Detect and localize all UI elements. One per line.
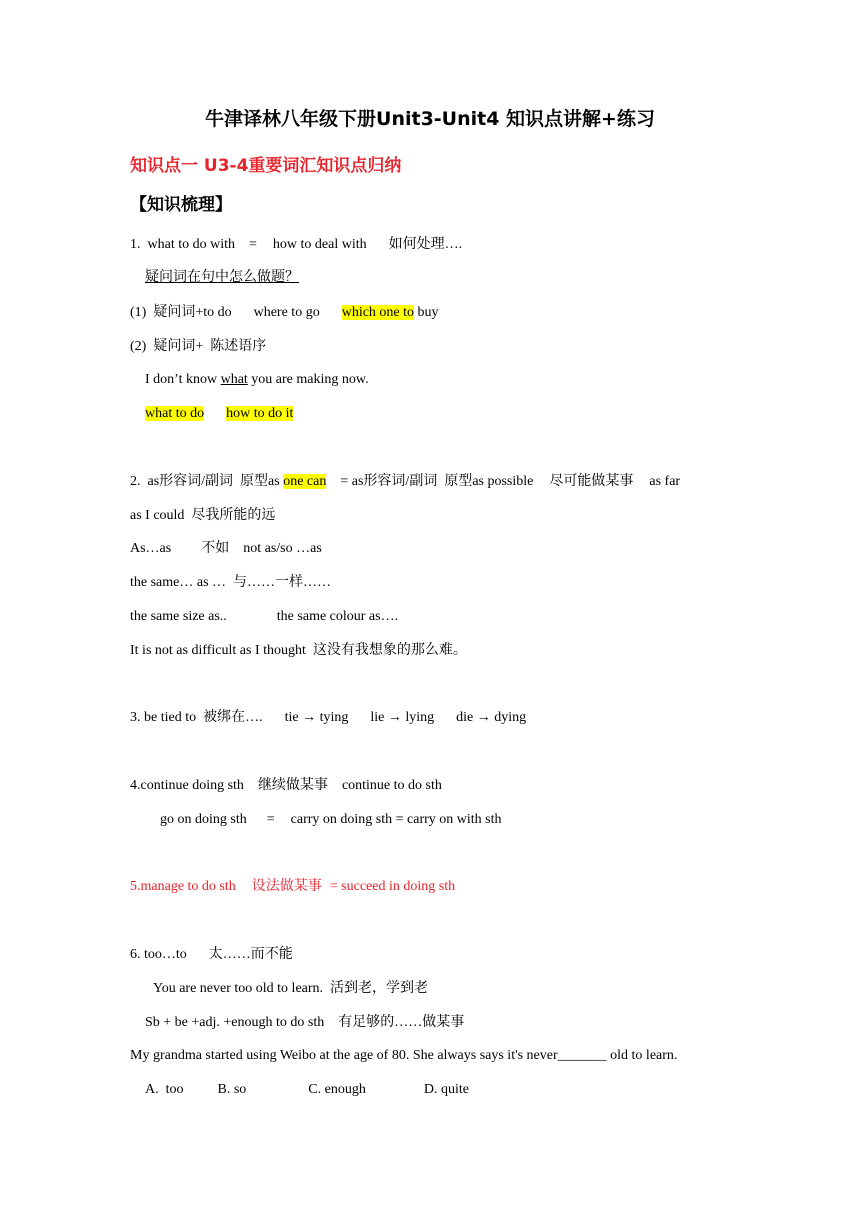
item2-b: = as形容词/副词 原型as possible [340,474,534,489]
item2-d: as far [649,474,681,489]
item2-l5 [130,607,398,627]
item1-ex-a: I don’t know [145,372,221,387]
item1-c: how to deal with [272,237,367,252]
item5-b: 设法做某事 [251,879,322,894]
item1-note [145,268,299,288]
item3-a: 3. be tied to 被绑在…. [130,710,263,725]
section-heading: 知识点一 U3-4重要词汇知识点归纳 [130,156,402,176]
item1-hl1: what to do [145,406,205,421]
option-b: B. so [217,1082,247,1097]
item6-l2: You are never too old to learn. 活到老，学到老 [153,981,429,996]
item1-point2: (2) 疑问词+ 陈述语序 [130,339,267,354]
item6-l3b: 有足够的……做某事 [338,1015,465,1030]
item1-p1-a: (1) 疑问词+to do [130,305,232,320]
item2-l6: It is not as difficult as I thought 这没有我想象的那么难。 [130,643,467,658]
item2-cont: as I could 尽我所能的远 [130,508,276,523]
item5-c: = succeed in doing sth [329,879,456,894]
item1-ex-underlined: what [220,372,248,387]
item1-p1-highlight: which one to [341,305,415,320]
item1-note-text: 疑问词在句中怎么做题？ [145,270,299,285]
item1-a: 1. what to do with [130,237,235,252]
item2-l5a: the same size as.. [130,609,227,624]
item6-l3 [145,1013,464,1033]
item1-highlights [145,404,293,424]
item2-l3b: 不如 [201,541,230,556]
item4-a: 4.continue doing sth [130,778,244,793]
option-c: C. enough [308,1082,366,1097]
item2-c: 尽可能做某事 [549,474,634,489]
item1-ex-b: you are making now. [247,372,369,387]
item1-d: 如何处理…. [388,237,463,252]
item1-hl2: how to do it [226,406,294,421]
item2-l3c: not as/so …as [243,541,322,556]
item1-example [145,370,369,390]
item4-c: continue to do sth [341,778,442,793]
item1-p1-b: where to go [253,305,320,320]
subheading: 【知识梳理】 [130,195,232,215]
item6-a: 6. too…to [130,947,187,962]
item1-equals: = [249,237,257,252]
option-d: D. quite [423,1082,469,1097]
item3-line [130,708,526,728]
item6-options [145,1080,469,1100]
item4-b: 继续做某事 [257,778,328,793]
item4-l2b: = [266,812,275,827]
item4-l2 [160,810,502,830]
item1-line [130,235,462,255]
item5-line [130,877,455,897]
item2-l3 [130,539,322,559]
item6-b: 太……而不能 [208,947,293,962]
item3-b: tie → tying [284,710,349,725]
item1-p1-c: buy [414,305,439,320]
item4-l2c: carry on doing sth = carry on with sth [290,812,502,827]
page-title: 牛津译林八年级下册Unit3-Unit4 知识点讲解+练习 [205,108,655,130]
item2-line [130,472,680,492]
option-a: A. too [145,1082,184,1097]
item4-l2a: go on doing sth [160,812,247,827]
item1-point1 [130,303,439,323]
item3-c: lie → lying [370,710,435,725]
item2-a: 2. as形容词/副词 原型as [130,474,284,489]
item3-d: die → dying [456,710,527,725]
item2-l3a: As…as [130,541,172,556]
item2-highlight: one can [283,474,327,489]
item4-line [130,776,442,796]
item6-line [130,945,293,965]
item2-l5b: the same colour as…. [276,609,399,624]
item5-a: 5.manage to do sth [130,879,236,894]
item2-l4: the same… as … 与……一样…… [130,575,332,590]
item6-question: My grandma started using Weibo at the age of 80. She always says it's never_______ old to learn. [130,1048,678,1063]
item6-l3a: Sb + be +adj. +enough to do sth [145,1015,325,1030]
